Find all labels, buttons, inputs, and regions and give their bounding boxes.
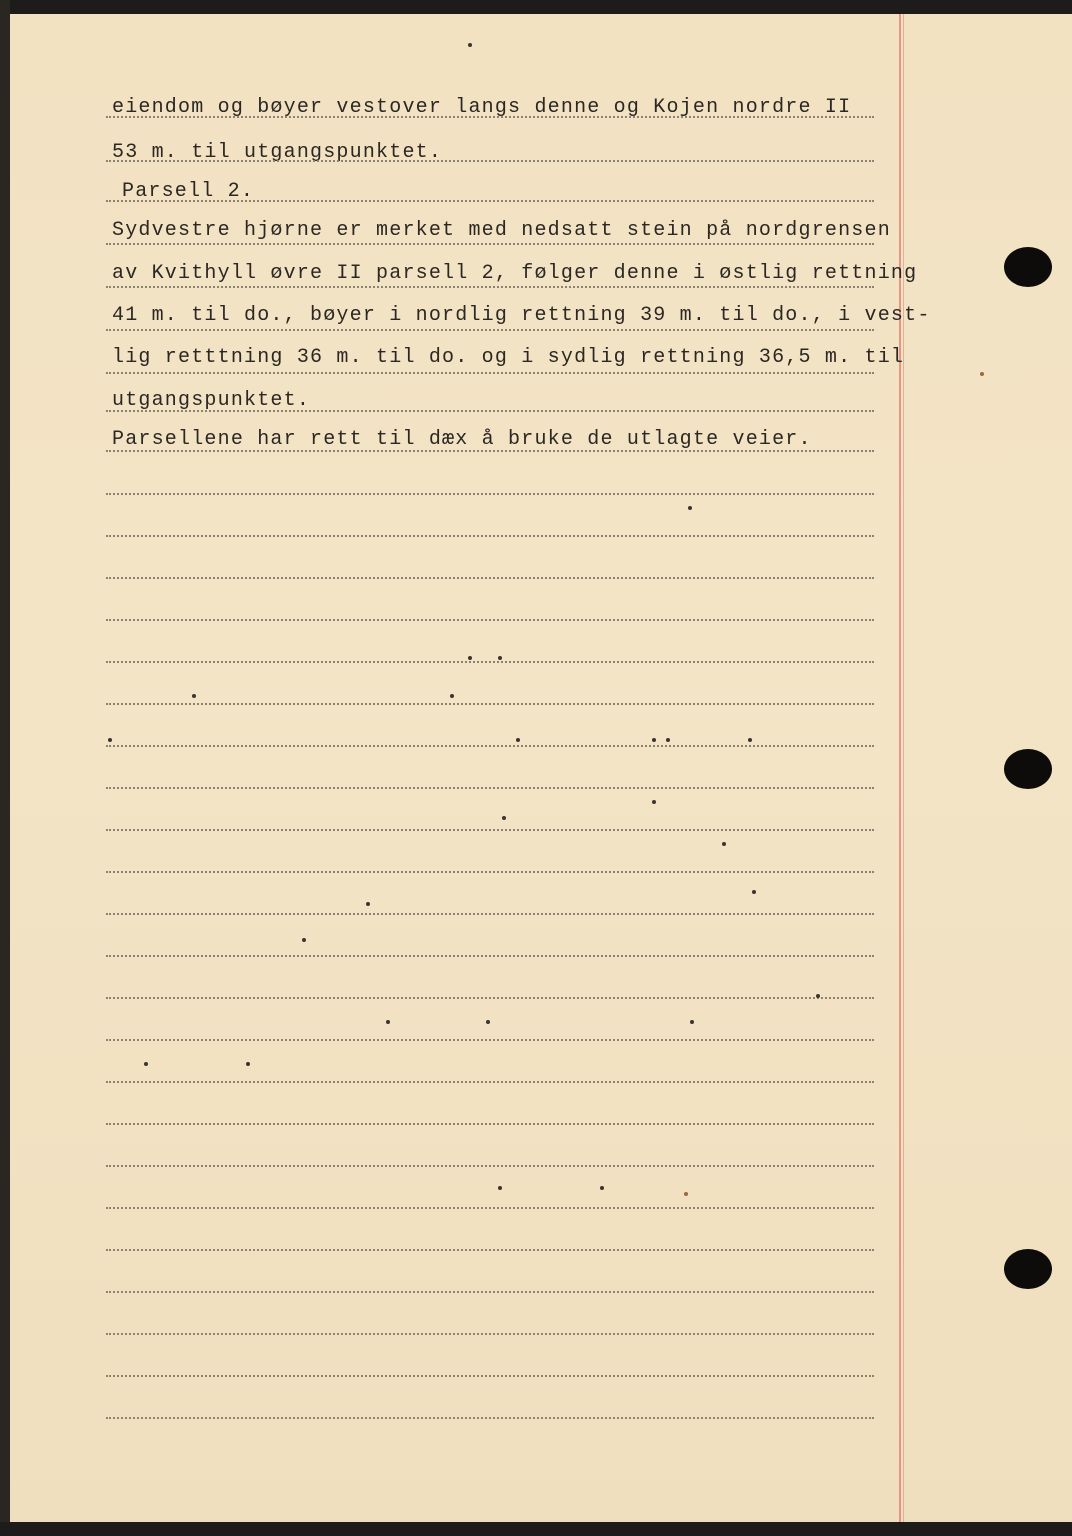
text-line-1: eiendom og bøyer vestover langs denne og Kojen nordre II (112, 96, 852, 119)
ruled-line (106, 745, 874, 747)
ruled-line (106, 372, 874, 374)
margin-line (899, 14, 901, 1522)
ruled-line (106, 871, 874, 873)
ruled-line (106, 450, 874, 452)
speck (192, 694, 196, 698)
speck (468, 656, 472, 660)
ruled-line (106, 787, 874, 789)
speck (684, 1192, 688, 1196)
ruled-line (106, 200, 874, 202)
text-line-2: 53 m. til utgangspunktet. (112, 141, 443, 164)
speck (486, 1020, 490, 1024)
text-line-5: av Kvithyll øvre II parsell 2, følger denne i østlig rettning (112, 262, 918, 285)
ruled-line (106, 955, 874, 957)
text-line-4: Sydvestre hjørne er merket med nedsatt stein på nordgrensen (112, 219, 891, 242)
speck (468, 43, 472, 47)
ruled-line (106, 1123, 874, 1125)
ruled-line (106, 1333, 874, 1335)
speck (302, 938, 306, 942)
speck (498, 656, 502, 660)
scan-border-bottom (0, 1522, 1072, 1536)
speck (816, 994, 820, 998)
speck (690, 1020, 694, 1024)
speck (666, 738, 670, 742)
ruled-line (106, 1039, 874, 1041)
speck (502, 816, 506, 820)
speck (752, 890, 756, 894)
speck (498, 1186, 502, 1190)
speck (722, 842, 726, 846)
speck (246, 1062, 250, 1066)
speck (748, 738, 752, 742)
text-line-8: utgangspunktet. (112, 389, 311, 412)
ruled-line (106, 703, 874, 705)
ruled-line (106, 286, 874, 288)
ruled-line (106, 1081, 874, 1083)
ruled-line (106, 1375, 874, 1377)
speck (450, 694, 454, 698)
speck (600, 1186, 604, 1190)
ruled-line (106, 160, 874, 162)
ruled-line (106, 535, 874, 537)
speck (688, 506, 692, 510)
scan-border-left (0, 0, 10, 1536)
speck (516, 738, 520, 742)
punch-hole-middle (1004, 749, 1052, 789)
ruled-line (106, 1207, 874, 1209)
speck (366, 902, 370, 906)
speck (980, 372, 984, 376)
ruled-line (106, 1249, 874, 1251)
ruled-line (106, 116, 874, 118)
speck (386, 1020, 390, 1024)
speck (108, 738, 112, 742)
margin-line-secondary (903, 14, 904, 1522)
ruled-line (106, 1165, 874, 1167)
text-line-7: lig retttning 36 m. til do. og i sydlig rettning 36,5 m. til (112, 346, 905, 369)
ruled-line (106, 410, 874, 412)
punch-hole-bottom (1004, 1249, 1052, 1289)
ruled-line (106, 493, 874, 495)
ruled-line (106, 1417, 874, 1419)
speck (144, 1062, 148, 1066)
text-line-6: 41 m. til do., bøyer i nordlig rettning 39 m. til do., i vest- (112, 304, 931, 327)
scan-border-top (0, 0, 1072, 14)
ruled-line (106, 913, 874, 915)
ruled-line (106, 829, 874, 831)
speck (652, 800, 656, 804)
ruled-line (106, 619, 874, 621)
ruled-line (106, 243, 874, 245)
ruled-line (106, 329, 874, 331)
punch-hole-top (1004, 247, 1052, 287)
ruled-line (106, 1291, 874, 1293)
ruled-line (106, 577, 874, 579)
ruled-line (106, 661, 874, 663)
section-heading: Parsell 2. (122, 180, 255, 203)
speck (652, 738, 656, 742)
text-line-9: Parsellene har rett til dæx å bruke de utlagte veier. (112, 428, 812, 451)
ruled-line (106, 997, 874, 999)
